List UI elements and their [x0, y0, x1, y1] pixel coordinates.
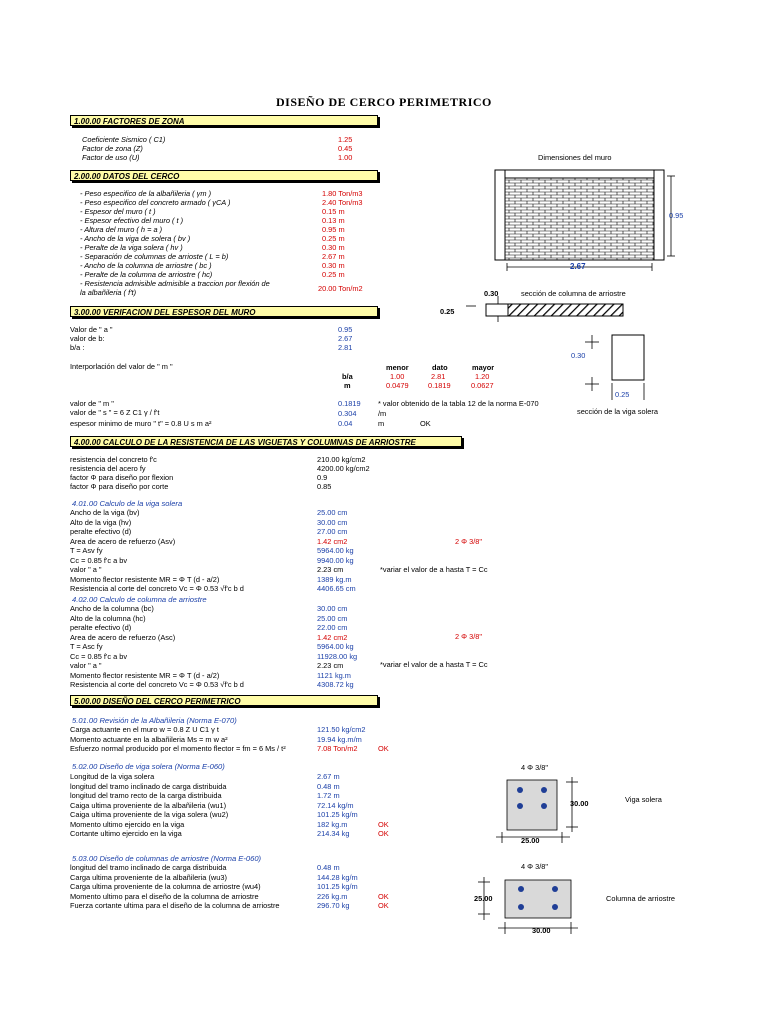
verif-row-value: 2.81 — [338, 343, 353, 352]
vs-row-value: 0.48 m — [317, 781, 340, 791]
subheader-viga-solera: 4.01.00 Calculo de la viga solera — [72, 499, 183, 508]
value-traccion: 20.00 Ton/m2 — [318, 284, 363, 293]
verif-row-label: valor de b: — [70, 334, 105, 343]
beam-row-value: 9940.00 kg — [317, 555, 354, 565]
subheader-columnas-diseno: 5.03.00 Diseño de columnas de arriostre (Norma E-060) — [72, 854, 262, 863]
col-row-value: 22.00 cm — [317, 623, 348, 632]
dato-row-value: 0.30 m — [322, 243, 345, 252]
columna-diagram — [474, 872, 604, 934]
vs-row-value: 214.34 kg — [317, 829, 350, 838]
factor-row-value: 0.45 — [338, 144, 353, 153]
interp-m-menor: 0.0479 — [386, 381, 409, 390]
t-status: OK — [420, 419, 431, 428]
vs-row-value: 182 kg.m — [317, 819, 348, 829]
ca-caption: Columna de arriostre — [606, 894, 676, 903]
beam-note: *variar el valor de a hasta T = Cc — [380, 565, 488, 574]
s-label: valor de " s " = 6 Z C1 γ / f't — [70, 408, 160, 417]
dato-row-value: 0.25 m — [322, 234, 345, 243]
vs-row-value: 1.72 m — [317, 791, 340, 800]
col-row-value: 1.42 cm2 — [317, 632, 348, 642]
ca-row-status: OK — [378, 901, 389, 910]
ca-row-value: 226 kg.m — [317, 891, 348, 901]
ca-height: 25.00 — [474, 894, 493, 903]
col-section-caption: sección de columna de arriostre — [521, 289, 626, 298]
beam-row-value: 27.00 cm — [317, 527, 348, 536]
t-label: espesor minimo de muro " t" = 0.8 U s m a² — [70, 419, 212, 428]
dato-row-label: - Separación de columnas de arrioste ( L = b) — [80, 252, 229, 261]
col-row-label: valor " a " — [70, 661, 102, 670]
alb-row-value: 19.94 kg.m/m — [317, 734, 362, 744]
vs-row-label: longitud del tramo recto de la carga distribuida — [70, 791, 222, 800]
ca-width: 30.00 — [532, 926, 551, 935]
interp-m-dato: 0.1819 — [428, 381, 451, 390]
dato-row-value: 0.13 m — [322, 216, 345, 225]
ca-row-label: Carga ultima proveniente de la albañileria (wu3) — [70, 872, 227, 882]
col-row-label: Area de acero de refuerzo (Asc) — [70, 632, 176, 642]
page-title: DISEÑO DE CERCO PERIMETRICO — [276, 95, 492, 109]
m-note: * valor obtenido de la tabla 12 de la norma E-070 — [378, 399, 539, 408]
wall-height-label: 0.95 — [669, 211, 684, 220]
vs-row-value: 72.14 kg/m — [317, 800, 354, 810]
factor-row-label: Factor de uso (U) — [82, 153, 140, 162]
beam-row-value: 1.42 cm2 — [317, 536, 348, 546]
interp-head-dato: dato — [432, 363, 448, 372]
vs-row-value: 2.67 m — [317, 772, 340, 781]
t-value: 0.04 — [338, 419, 353, 428]
dato-row-label: - Ancho de la viga de solera ( bv ) — [80, 234, 191, 243]
beam-row-label: peralte efectivo (d) — [70, 527, 132, 536]
col-row-value: 25.00 cm — [317, 613, 348, 623]
vs-width: 25.00 — [521, 836, 540, 845]
resist-row-value: 210.00 kg/cm2 — [317, 455, 366, 464]
subheader-columna: 4.02.00 Calculo de columna de arriostre — [72, 595, 207, 604]
dato-row-value: 2.67 m — [322, 252, 345, 261]
col-row-value: 1121 kg.m — [317, 670, 351, 680]
alb-row-label: Momento actuante en la albañileria Ms = m w a² — [70, 734, 228, 744]
interp-head-mayor: mayor — [472, 363, 495, 372]
dato-row-label: - Altura del muro ( h = a ) — [80, 225, 163, 234]
dato-row-value: 0.95 m — [322, 225, 345, 234]
beam-row-label: valor " a " — [70, 565, 102, 574]
verif-row-value: 0.95 — [338, 325, 353, 334]
resist-row-label: factor Φ para diseño por flexion — [70, 473, 174, 482]
ca-row-status: OK — [378, 891, 389, 901]
section-header-factores: 1.00.00 FACTORES DE ZONA — [70, 115, 378, 126]
ca-row-label: Momento ultimo para el diseño de la columna de arriostre — [70, 891, 259, 901]
section-header-datos: 2.00.00 DATOS DEL CERCO — [70, 170, 378, 181]
interp-ba-dato: 2.81 — [431, 372, 446, 381]
ca-row-label: longitud del tramo inclinado de carga distribuida — [70, 863, 227, 872]
ca-row-label: Carga ultima proveniente de la columna de arriostre (wu4) — [70, 882, 261, 891]
interp-m-label: m — [344, 381, 351, 390]
col-row-value: 2.23 cm — [317, 661, 344, 670]
interp-ba-label: b/a — [342, 372, 353, 381]
dato-row-value: 0.15 m — [322, 207, 345, 216]
interp-head-menor: menor — [386, 363, 409, 372]
beam-row-label: Resistencia al corte del concreto Vc = Φ 0.53 √f'c b d — [70, 584, 244, 593]
dato-row-value: 0.25 m — [322, 270, 345, 279]
col-row-value: 30.00 cm — [317, 604, 348, 613]
beam-row-value: 2.23 cm — [317, 565, 344, 574]
dato-row-label: - Espesor del muro ( t ) — [80, 207, 156, 216]
ca-row-value: 144.28 kg/m — [317, 872, 358, 882]
beam-row-value: 1389 kg.m — [317, 574, 352, 584]
viga-solera-diagram — [490, 772, 600, 857]
vs-row-status: OK — [378, 819, 389, 829]
label-traccion-1: - Resistencia admisible admisible a traccion por flexión de — [80, 279, 270, 288]
resist-row-label: factor Φ para diseño por corte — [70, 482, 169, 491]
vs-bars: 4 Φ 3/8" — [521, 763, 549, 772]
vs-row-label: Cortante ultimo ejercido en la viga — [70, 829, 182, 838]
ca-row-value: 296.70 kg — [317, 901, 350, 910]
vs-row-label: longitud del tramo inclinado de carga distribuida — [70, 781, 227, 791]
verif-row-label: Valor de " a " — [70, 325, 113, 334]
resist-row-value: 0.85 — [317, 482, 332, 491]
label-traccion-2: la albañileria ( f't) — [80, 288, 137, 297]
col-row-label: peralte efectivo (d) — [70, 623, 132, 632]
interp-label: Interporlación del valor de " m " — [70, 362, 173, 371]
m-value: 0.1819 — [338, 399, 361, 408]
factor-row-label: Coeficiente Sismico ( C1) — [82, 135, 166, 144]
col-row-label: Cc = 0.85 f'c a bv — [70, 651, 128, 661]
column-section-diagram — [460, 296, 630, 326]
subheader-albanileria: 5.01.00 Revisión de la Albañileria (Norma E-070) — [72, 716, 237, 725]
ca-row-value: 0.48 m — [317, 863, 340, 872]
beam-row-label: Area de acero de refuerzo (Asv) — [70, 536, 176, 546]
resist-row-label: resistencia del concreto f'c — [70, 455, 157, 464]
dato-row-value: 2.40 Ton/m3 — [322, 198, 363, 207]
col-row-label: Alto de la columna (hc) — [70, 613, 146, 623]
beam-row-label: Alto de la viga (hv) — [70, 517, 132, 527]
wall-diagram-title: Dimensiones del muro — [538, 153, 612, 162]
beam-section-caption: sección de la viga solera — [577, 407, 658, 416]
col-width-label: 0.30 — [484, 289, 499, 298]
vs-row-value: 101.25 kg/m — [317, 810, 358, 819]
alb-row-value: 7.08 Ton/m2 — [317, 744, 358, 753]
vs-row-label: Caiga ultima proveniente de la albañileria (wu1) — [70, 800, 227, 810]
resist-row-label: resistencia del acero fy — [70, 464, 146, 473]
wall-width-label: 2.67 — [570, 262, 586, 271]
col-row-label: Ancho de la columna (bc) — [70, 604, 154, 613]
col-row-label: T = Asc fy — [70, 642, 103, 651]
wall-diagram — [495, 168, 695, 278]
beam-row-value: 4406.65 cm — [317, 584, 356, 593]
dato-row-label: - Ancho de la columna de arriostre ( bc ) — [80, 261, 212, 270]
beam-row-label: Momento flector resistente MR = Φ T (d - a/2) — [70, 574, 220, 584]
vs-caption: Viga solera — [625, 795, 662, 804]
t-unit: m — [378, 419, 385, 428]
section-header-resistencia: 4.00.00 CALCULO DE LA RESISTENCIA DE LAS VIGUETAS Y COLUMNAS DE ARRIOSTRE — [70, 436, 462, 447]
dato-row-label: - Peso especifico de la albañileria ( γm ) — [80, 189, 212, 198]
ca-row-value: 101.25 kg/m — [317, 882, 358, 891]
beam-height-label: 0.30 — [571, 351, 586, 360]
col-row-value: 4308.72 kg — [317, 680, 354, 689]
dato-row-label: - Espesor efectivo del muro ( t ) — [80, 216, 184, 225]
beam-bars: 2 Φ 3/8" — [455, 537, 483, 546]
vs-row-label: Momento ultimo ejercido en la viga — [70, 819, 185, 829]
alb-row-label: Esfuerzo normal producido por el momento flector = fm = 6 Ms / t² — [70, 744, 286, 753]
m-label: valor de " m " — [70, 399, 114, 408]
vs-row-status: OK — [378, 829, 389, 838]
dato-row-label: - Peso especifico del concreto armado ( γCA ) — [80, 198, 231, 207]
factor-row-value: 1.25 — [338, 135, 353, 144]
vs-row-label: Longitud de la viga solera — [70, 772, 155, 781]
vs-row-label: Caiga ultima proveniente de la viga solera (wu2) — [70, 810, 229, 819]
factor-row-label: Factor de zona (Z) — [82, 144, 143, 153]
beam-row-value: 25.00 cm — [317, 508, 348, 517]
s-unit: /m — [378, 409, 387, 418]
dato-row-value: 0.30 m — [322, 261, 345, 270]
dato-row-value: 1.80 Ton/m3 — [322, 189, 363, 198]
vs-height: 30.00 — [570, 799, 589, 808]
beam-width-label: 0.25 — [615, 390, 630, 399]
col-row-label: Resistencia al corte del concreto Vc = Φ 0.53 √f'c b d — [70, 680, 244, 689]
alb-row-label: Carga actuante en el muro w = 0.8 Z U C1 γ t — [70, 725, 219, 734]
interp-ba-menor: 1.00 — [390, 372, 405, 381]
ca-bars: 4 Φ 3/8" — [521, 862, 549, 871]
resist-row-value: 0.9 — [317, 473, 328, 482]
dato-row-label: - Peralte de la columna de arriostre ( hc) — [80, 270, 213, 279]
beam-row-value: 5964.00 kg — [317, 546, 354, 555]
ca-row-label: Fuerza cortante ultima para el diseño de la columna de arriostre — [70, 901, 280, 910]
section-header-diseno: 5.00.00 DISEÑO DEL CERCO PERIMETRICO — [70, 695, 378, 706]
dato-row-label: - Peralte de la viga solera ( hv ) — [80, 243, 183, 252]
beam-row-label: Cc = 0.85 f'c a bv — [70, 555, 128, 565]
beam-row-label: Ancho de la viga (bv) — [70, 508, 140, 517]
alb-row-status: OK — [378, 744, 389, 753]
beam-row-label: T = Asv fy — [70, 546, 103, 555]
subheader-viga-solera-diseno: 5.02.00 Diseño de viga solera (Norma E-060) — [72, 762, 225, 771]
verif-row-value: 2.67 — [338, 334, 353, 343]
col-row-label: Momento flector resistente MR = Φ T (d - a/2) — [70, 670, 220, 680]
col-row-value: 5964.00 kg — [317, 642, 354, 651]
beam-row-value: 30.00 cm — [317, 517, 348, 527]
col-bars: 2 Φ 3/8" — [455, 632, 483, 641]
col-depth-label: 0.25 — [440, 307, 455, 316]
alb-row-value: 121.50 kg/cm2 — [317, 725, 366, 734]
interp-ba-mayor: 1.20 — [475, 372, 490, 381]
section-header-verificacion: 3.00.00 VERIFACION DEL ESPESOR DEL MURO — [70, 306, 378, 317]
col-note: *variar el valor de a hasta T = Cc — [380, 660, 488, 669]
resist-row-value: 4200.00 kg/cm2 — [317, 464, 370, 473]
s-value: 0.304 — [338, 409, 357, 418]
verif-row-label: b/a : — [70, 343, 85, 352]
interp-m-mayor: 0.0627 — [471, 381, 494, 390]
factor-row-value: 1.00 — [338, 153, 353, 162]
col-row-value: 11928.00 kg — [317, 651, 358, 661]
